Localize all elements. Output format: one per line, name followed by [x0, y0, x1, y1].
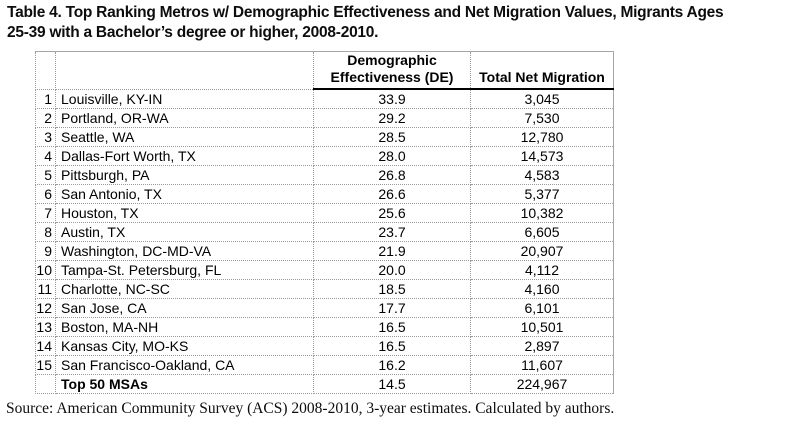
table-row — [36, 147, 614, 166]
de-value-cell: 26.8 — [314, 166, 471, 185]
table-row — [36, 128, 614, 147]
table-row — [36, 242, 614, 261]
rank-cell: 3 — [36, 128, 56, 147]
header-row — [36, 52, 614, 90]
net-migration-cell: 12,780 — [471, 128, 614, 147]
de-value-cell: 16.5 — [314, 318, 471, 337]
metro-cell: Top 50 MSAs — [56, 375, 314, 394]
metro-cell: Dallas-Fort Worth, TX — [56, 147, 314, 166]
table-title-line1: Table 4. Top Ranking Metros w/ Demographic Effectiveness and Net Migration Values, Migrants Ages — [7, 4, 724, 21]
net-migration-cell: 7,530 — [471, 109, 614, 128]
table-row — [36, 223, 614, 242]
rank-cell: 2 — [36, 109, 56, 128]
metro-cell: Tampa-St. Petersburg, FL — [56, 261, 314, 280]
rank-cell: 12 — [36, 299, 56, 318]
net-migration-cell: 6,605 — [471, 223, 614, 242]
metro-cell: Charlotte, NC-SC — [56, 280, 314, 299]
rank-cell: 6 — [36, 185, 56, 204]
net-migration-cell: 10,382 — [471, 204, 614, 223]
metro-cell: San Jose, CA — [56, 299, 314, 318]
de-value-cell: 28.5 — [314, 128, 471, 147]
net-migration-cell: 4,160 — [471, 280, 614, 299]
de-value-cell: 33.9 — [314, 89, 471, 109]
rank-cell: 4 — [36, 147, 56, 166]
net-migration-cell: 4,583 — [471, 166, 614, 185]
rank-cell: 15 — [36, 356, 56, 375]
de-value-cell: 21.9 — [314, 242, 471, 261]
de-value-cell: 18.5 — [314, 280, 471, 299]
metro-cell: Boston, MA-NH — [56, 318, 314, 337]
net-migration-cell: 4,112 — [471, 261, 614, 280]
header-de-line2: Effectiveness (DE) — [330, 69, 454, 85]
metro-cell: San Francisco-Oakland, CA — [56, 356, 314, 375]
de-value-cell: 14.5 — [314, 375, 471, 394]
de-value-cell: 29.2 — [314, 109, 471, 128]
de-value-cell: 26.6 — [314, 185, 471, 204]
metro-cell: Kansas City, MO-KS — [56, 337, 314, 356]
rank-cell: 13 — [36, 318, 56, 337]
de-value-cell: 16.5 — [314, 337, 471, 356]
net-migration-cell: 3,045 — [471, 89, 614, 109]
net-migration-cell: 224,967 — [471, 375, 614, 394]
header-total-net-migration: Total Net Migration — [471, 52, 614, 90]
net-migration-cell: 5,377 — [471, 185, 614, 204]
header-demographic-effectiveness — [314, 52, 471, 90]
metro-migration-table — [35, 51, 614, 394]
table-row — [36, 337, 614, 356]
table-row — [36, 204, 614, 223]
source-note: Source: American Community Survey (ACS) 2008-2010, 3-year estimates. Calculated by authors. — [6, 400, 615, 417]
header-metro — [56, 52, 314, 90]
summary-row-top-50-msas — [36, 375, 614, 394]
rank-cell: 7 — [36, 204, 56, 223]
rank-cell: 8 — [36, 223, 56, 242]
rank-cell: 11 — [36, 280, 56, 299]
metro-cell: San Antonio, TX — [56, 185, 314, 204]
rank-cell — [36, 375, 56, 394]
table-row — [36, 166, 614, 185]
net-migration-cell: 20,907 — [471, 242, 614, 261]
header-rank — [36, 52, 56, 90]
metro-cell: Pittsburgh, PA — [56, 166, 314, 185]
header-de-line1: Demographic — [347, 52, 437, 68]
metro-cell: Louisville, KY-IN — [56, 89, 314, 109]
table-title — [7, 3, 795, 43]
de-value-cell: 28.0 — [314, 147, 471, 166]
de-value-cell: 17.7 — [314, 299, 471, 318]
metro-cell: Seattle, WA — [56, 128, 314, 147]
metro-cell: Houston, TX — [56, 204, 314, 223]
de-value-cell: 16.2 — [314, 356, 471, 375]
metro-cell: Austin, TX — [56, 223, 314, 242]
de-value-cell: 25.6 — [314, 204, 471, 223]
de-value-cell: 23.7 — [314, 223, 471, 242]
rank-cell: 5 — [36, 166, 56, 185]
table-row — [36, 299, 614, 318]
de-value-cell: 20.0 — [314, 261, 471, 280]
metro-cell: Washington, DC-MD-VA — [56, 242, 314, 261]
rank-cell: 14 — [36, 337, 56, 356]
table-row — [36, 89, 614, 109]
rank-cell: 10 — [36, 261, 56, 280]
table-row — [36, 356, 614, 375]
net-migration-cell: 6,101 — [471, 299, 614, 318]
metro-cell: Portland, OR-WA — [56, 109, 314, 128]
net-migration-cell: 14,573 — [471, 147, 614, 166]
net-migration-cell: 2,897 — [471, 337, 614, 356]
net-migration-cell: 11,607 — [471, 356, 614, 375]
rank-cell: 1 — [36, 89, 56, 109]
table-row — [36, 185, 614, 204]
table-row — [36, 109, 614, 128]
net-migration-cell: 10,501 — [471, 318, 614, 337]
table-title-line2: 25-39 with a Bachelor’s degree or higher, 2008-2010. — [7, 24, 379, 41]
table-row — [36, 280, 614, 299]
table-row — [36, 261, 614, 280]
table-row — [36, 318, 614, 337]
rank-cell: 9 — [36, 242, 56, 261]
